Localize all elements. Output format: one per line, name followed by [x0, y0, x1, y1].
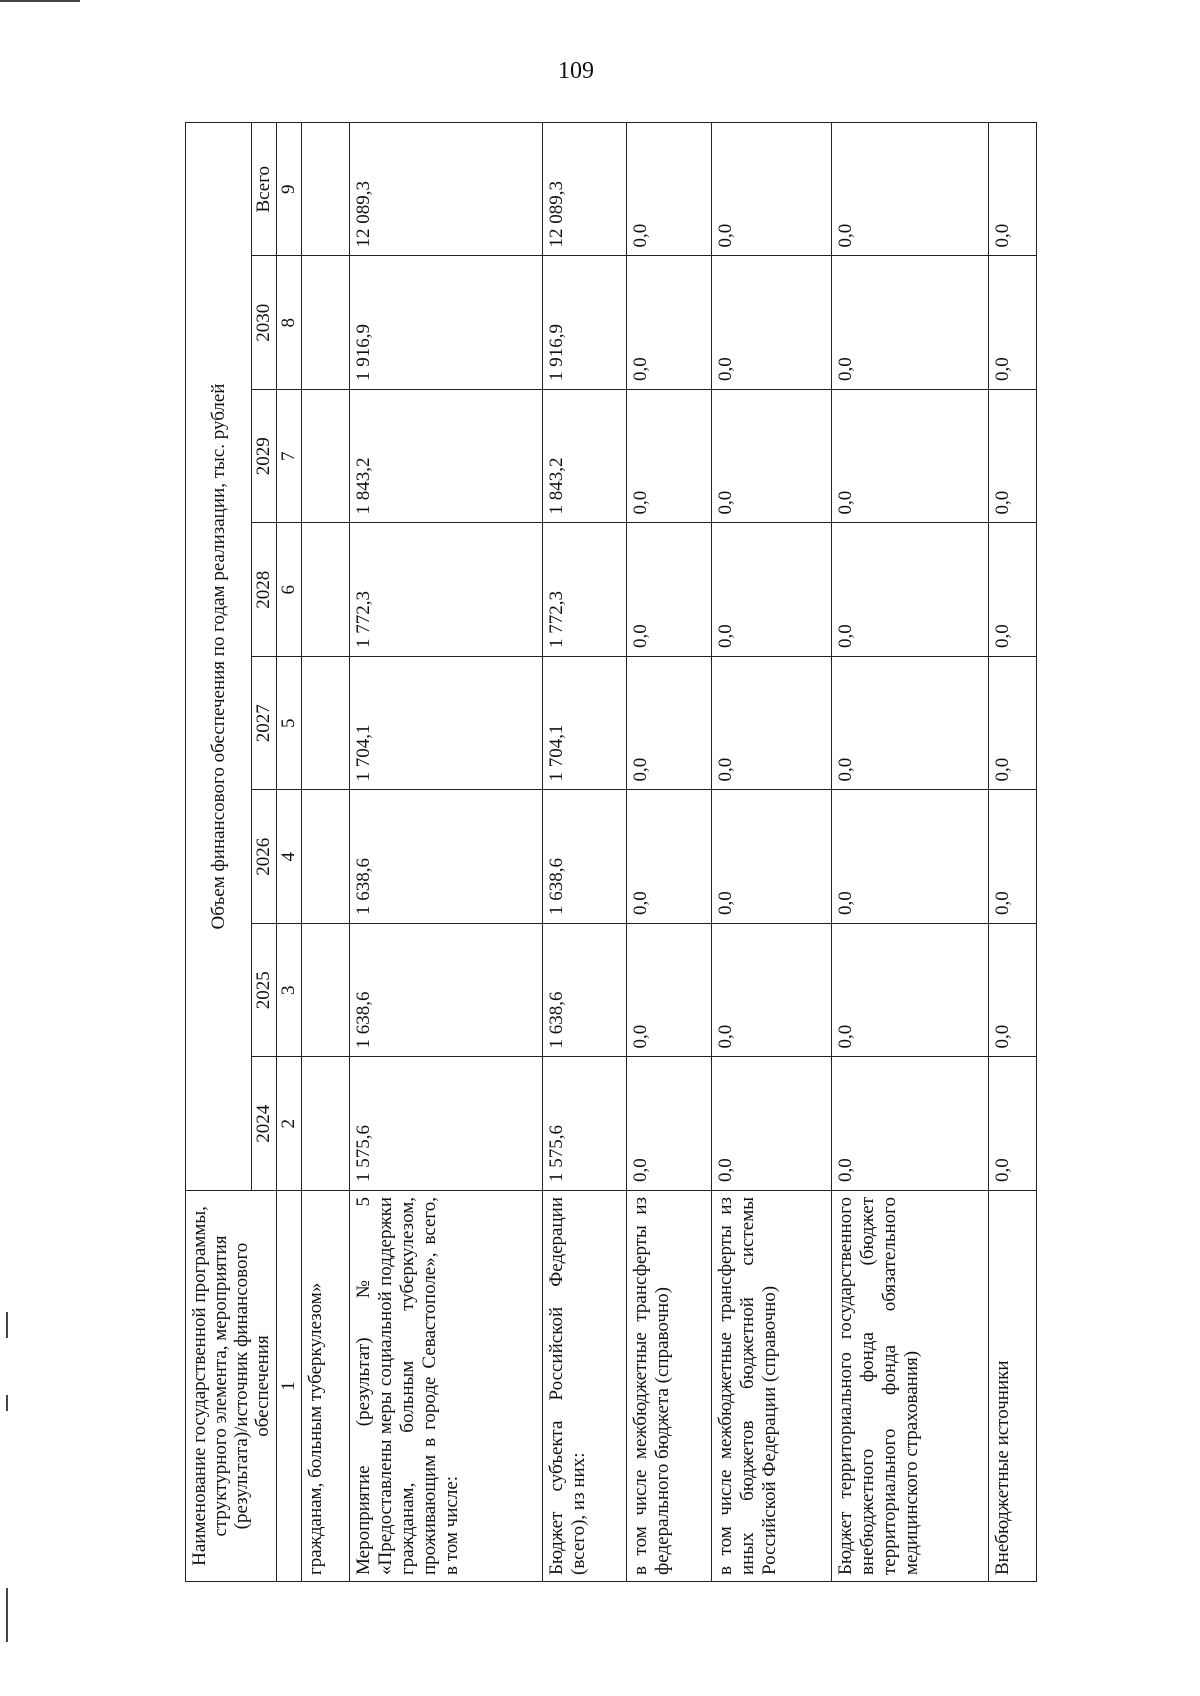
- scan-edge-mark: [0, 0, 80, 2]
- table-body: [302, 123, 1037, 1582]
- value-cell: 1 916,9: [349, 256, 542, 390]
- row-name-cell: Бюджет субъекта Российской Федерации (всего), из них:: [543, 1191, 627, 1582]
- value-cell: 1 704,1: [349, 657, 542, 791]
- value-cell: 0,0: [627, 256, 711, 390]
- value-cell: 0,0: [627, 924, 711, 1058]
- value-cell: 0,0: [832, 657, 989, 791]
- column-number-row: [277, 123, 302, 1582]
- value-cell: 0,0: [989, 657, 1037, 791]
- value-cell: 0,0: [989, 924, 1037, 1058]
- table-row: [711, 123, 832, 1582]
- value-cell: 0,0: [711, 256, 832, 390]
- value-cell: [302, 790, 350, 924]
- value-cell: 0,0: [627, 390, 711, 524]
- year-header: 2030: [252, 256, 277, 390]
- value-cell: 0,0: [989, 523, 1037, 657]
- value-cell: 0,0: [711, 390, 832, 524]
- value-cell: [302, 523, 350, 657]
- value-cell: [302, 657, 350, 791]
- column-number: 7: [277, 390, 302, 524]
- value-cell: 0,0: [832, 790, 989, 924]
- value-cell: 0,0: [711, 924, 832, 1058]
- value-cell: 0,0: [711, 523, 832, 657]
- year-header: Всего: [252, 123, 277, 257]
- year-header: 2028: [252, 523, 277, 657]
- year-header: 2024: [252, 1057, 277, 1191]
- value-cell: 0,0: [989, 123, 1037, 257]
- value-cell: 1 916,9: [543, 256, 627, 390]
- value-cell: 0,0: [832, 390, 989, 524]
- value-cell: 1 638,6: [543, 790, 627, 924]
- financing-table: [185, 122, 1037, 1582]
- table-row: [989, 123, 1037, 1582]
- value-cell: 1 638,6: [543, 924, 627, 1058]
- scan-edge-mark: [6, 1312, 8, 1338]
- value-cell: [302, 123, 350, 257]
- scan-edge-mark: [6, 1588, 8, 1642]
- table-row: [349, 123, 542, 1582]
- row-name-cell: Мероприятие (результат) № 5 «Предоставлены меры социальной поддержки гражданам, больным туберкулезом, проживающим в городе Севастополе», всего, в том числе:: [349, 1191, 542, 1582]
- year-header: 2026: [252, 790, 277, 924]
- value-cell: [302, 256, 350, 390]
- value-cell: 0,0: [627, 790, 711, 924]
- value-cell: [302, 1057, 350, 1191]
- column-number: 4: [277, 790, 302, 924]
- column-number: 9: [277, 123, 302, 257]
- value-cell: 0,0: [627, 523, 711, 657]
- year-header: 2025: [252, 924, 277, 1058]
- year-header: 2027: [252, 657, 277, 791]
- value-cell: 0,0: [711, 790, 832, 924]
- value-cell: 1 704,1: [543, 657, 627, 791]
- table-row: [543, 123, 627, 1582]
- value-cell: 1 843,2: [349, 390, 542, 524]
- table-row: [627, 123, 711, 1582]
- year-header: 2029: [252, 390, 277, 524]
- volume-header: Объем финансового обеспечения по годам реализации, тыс. рублей: [186, 123, 252, 1191]
- column-number: 3: [277, 924, 302, 1058]
- value-cell: 0,0: [989, 390, 1037, 524]
- value-cell: 12 089,3: [543, 123, 627, 257]
- value-cell: 0,0: [832, 123, 989, 257]
- value-cell: 0,0: [711, 123, 832, 257]
- name-column-header: Наименование государственной программы, структурного элемента, мероприятия (результата)/источник финансового обеспечения: [186, 1191, 277, 1582]
- value-cell: 0,0: [627, 123, 711, 257]
- value-cell: 0,0: [989, 256, 1037, 390]
- value-cell: 0,0: [832, 924, 989, 1058]
- page-number: 109: [558, 58, 594, 84]
- value-cell: 0,0: [989, 790, 1037, 924]
- column-number: 6: [277, 523, 302, 657]
- row-name-cell: Бюджет территориального государственного внебюджетного фонда (бюджет территориального фонда обязательного медицинского страхования): [832, 1191, 989, 1582]
- scan-edge-mark: [6, 1395, 8, 1411]
- value-cell: [302, 390, 350, 524]
- value-cell: 1 638,6: [349, 790, 542, 924]
- header-row: [186, 123, 252, 1582]
- value-cell: 1 843,2: [543, 390, 627, 524]
- rotated-table-wrapper: [185, 122, 1014, 1582]
- row-name-cell: в том числе межбюджетные трансферты из федерального бюджета (справочно): [627, 1191, 711, 1582]
- value-cell: 0,0: [832, 1057, 989, 1191]
- value-cell: 1 772,3: [349, 523, 542, 657]
- column-number: 1: [277, 1191, 302, 1582]
- row-name-cell: Внебюджетные источники: [989, 1191, 1037, 1582]
- column-number: 5: [277, 657, 302, 791]
- value-cell: 0,0: [711, 1057, 832, 1191]
- value-cell: 1 575,6: [349, 1057, 542, 1191]
- value-cell: 0,0: [711, 657, 832, 791]
- column-number: 8: [277, 256, 302, 390]
- row-name-cell: в том числе межбюджетные трансферты из иных бюджетов бюджетной системы Российской Федерации (справочно): [711, 1191, 832, 1582]
- row-name-cell: гражданам, больным туберкулезом»: [302, 1191, 350, 1582]
- value-cell: 1 772,3: [543, 523, 627, 657]
- value-cell: 0,0: [627, 1057, 711, 1191]
- value-cell: 0,0: [627, 657, 711, 791]
- value-cell: 1 575,6: [543, 1057, 627, 1191]
- table-row: [832, 123, 989, 1582]
- value-cell: 0,0: [832, 256, 989, 390]
- value-cell: 1 638,6: [349, 924, 542, 1058]
- value-cell: [302, 924, 350, 1058]
- table-row: [302, 123, 350, 1582]
- column-number: 2: [277, 1057, 302, 1191]
- value-cell: 12 089,3: [349, 123, 542, 257]
- value-cell: 0,0: [989, 1057, 1037, 1191]
- value-cell: 0,0: [832, 523, 989, 657]
